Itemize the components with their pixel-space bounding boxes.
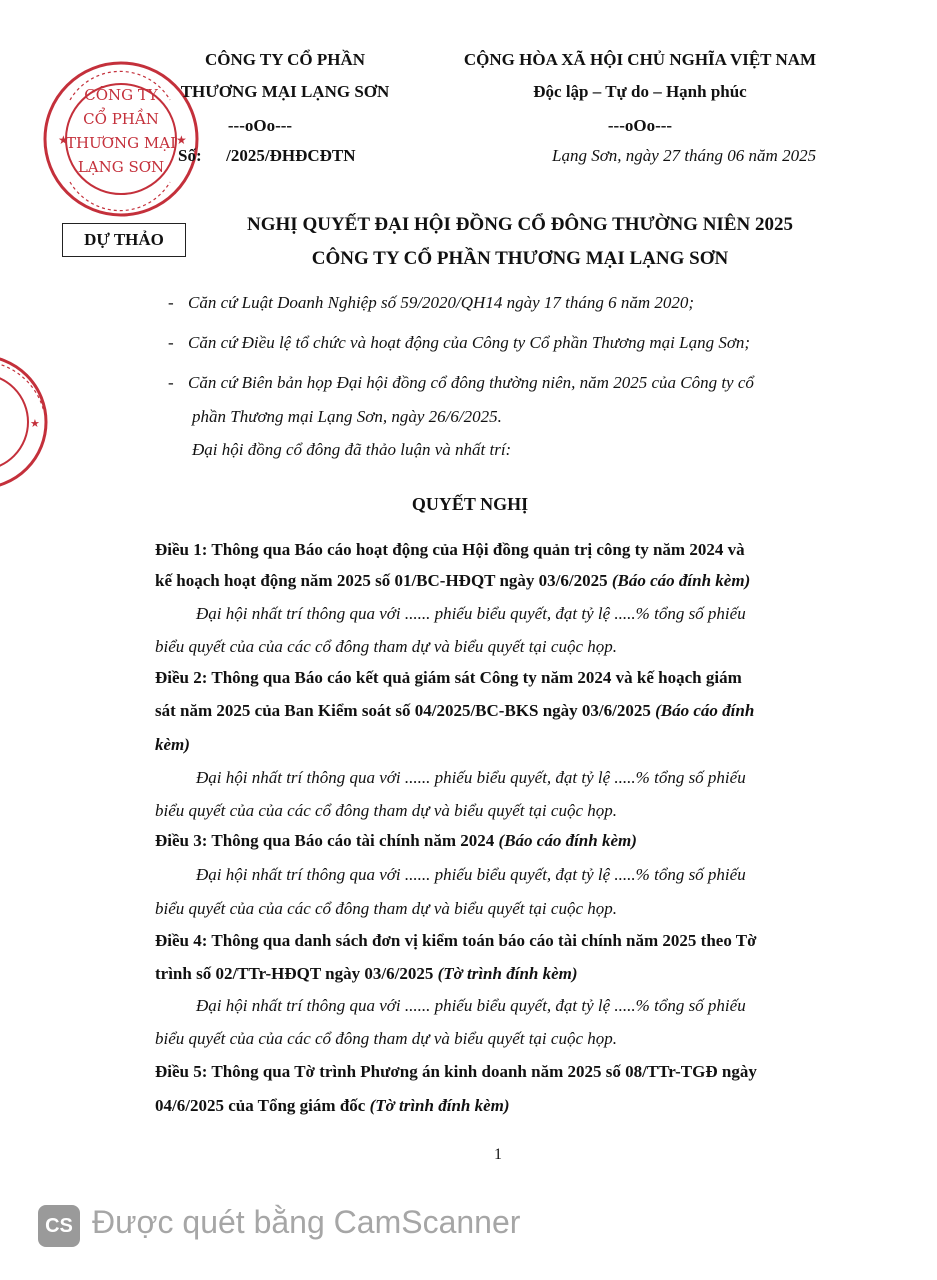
seal-star-icon: ★ [58, 133, 69, 147]
article-5-line-2: 04/6/2025 của Tổng giám đốc (Tờ trình đính kèm) [155, 1096, 510, 1115]
article-4-vote-line-2: biểu quyết của của các cổ đông tham dự và biểu quyết tại cuộc họp. [155, 1029, 617, 1048]
seal-fragment [0, 352, 50, 492]
resolution-title-line-2: CÔNG TY CỔ PHẦN THƯƠNG MẠI LẠNG SƠN [311, 248, 729, 269]
article-3-vote-line-2: biểu quyết của của các cổ đông tham dự và biểu quyết tại cuộc họp. [155, 899, 617, 918]
resolution-heading: QUYẾT NGHỊ [411, 494, 529, 514]
scanner-watermark: Được quét bằng CamScanner [92, 1204, 521, 1240]
document-number [178, 146, 356, 166]
article-3-vote-line-1: Đại hội nhất trí thông qua với ...... phiếu biểu quyết, đạt tỷ lệ .....% tổng số phiếu [196, 865, 746, 884]
article-2-vote-line-1: Đại hội nhất trí thông qua với ...... phiếu biểu quyết, đạt tỷ lệ .....% tổng số phiếu [196, 768, 746, 787]
article-3-line-1: Điều 3: Thông qua Báo cáo tài chính năm 2024 (Báo cáo đính kèm) [155, 831, 637, 850]
place-date: Lạng Sơn, ngày 27 tháng 06 năm 2025 [552, 146, 817, 165]
article-1-line-1: Điều 1: Thông qua Báo cáo hoạt động của Hội đồng quản trị công ty năm 2024 và [155, 540, 745, 559]
legal-basis-3: - Căn cứ Biên bản họp Đại hội đồng cổ đông thường niên, năm 2025 của Công ty cổ [168, 373, 754, 392]
agreement-statement: Đại hội đồng cổ đông đã thảo luận và nhất trí: [192, 440, 512, 459]
article-1-vote-line-2: biểu quyết của của các cổ đông tham dự và biểu quyết tại cuộc họp. [155, 637, 617, 656]
article-4-line-2: trình số 02/TTr-HĐQT ngày 03/6/2025 (Tờ trình đính kèm) [155, 964, 578, 983]
legal-basis-1: - Căn cứ Luật Doanh Nghiệp số 59/2020/QH14 ngày 17 tháng 6 năm 2020; [168, 293, 695, 312]
article-1-line-2: kế hoạch hoạt động năm 2025 số 01/BC-HĐQT ngày 03/6/2025 (Báo cáo đính kèm) [155, 571, 751, 590]
seal-star-icon: ★ [176, 133, 187, 147]
article-4-vote-line-1: Đại hội nhất trí thông qua với ...... phiếu biểu quyết, đạt tỷ lệ .....% tổng số phiếu [196, 996, 746, 1015]
legal-basis-2: - Căn cứ Điều lệ tổ chức và hoạt động của Công ty Cổ phần Thương mại Lạng Sơn; [168, 333, 751, 352]
document-number-value: /2025/ĐHĐCĐTN [226, 146, 356, 165]
company-name-line-1: CÔNG TY CỔ PHẦN [204, 50, 366, 69]
company-name-line-2: THƯƠNG MẠI LẠNG SƠN [180, 82, 390, 101]
document-number-prefix: Số: [178, 146, 202, 165]
draft-badge: DỰ THẢO [62, 223, 186, 257]
article-5-line-1: Điều 5: Thông qua Tờ trình Phương án kinh doanh năm 2025 số 08/TTr-TGĐ ngày [155, 1062, 757, 1081]
seal-line-1: CÔNG TY [84, 86, 158, 104]
article-4-line-1: Điều 4: Thông qua danh sách đơn vị kiểm toán báo cáo tài chính năm 2025 theo Tờ [155, 931, 757, 950]
nation-title: CỘNG HÒA XÃ HỘI CHỦ NGHĨA VIỆT NAM [463, 50, 817, 69]
article-1-vote-line-1: Đại hội nhất trí thông qua với ...... phiếu biểu quyết, đạt tỷ lệ .....% tổng số phiếu [196, 604, 746, 623]
resolution-title-line-1: NGHỊ QUYẾT ĐẠI HỘI ĐỒNG CỔ ĐÔNG THƯỜNG NIÊN 2025 [247, 214, 793, 235]
page-number: 1 [494, 1146, 502, 1163]
camscanner-logo-icon: CS [38, 1205, 80, 1247]
nation-motto: Độc lập – Tự do – Hạnh phúc [533, 82, 747, 101]
header-left-separator: ---oOo--- [227, 116, 293, 135]
article-2-line-1: Điều 2: Thông qua Báo cáo kết quả giám sát Công ty năm 2024 và kế hoạch giám [155, 668, 742, 687]
seal-line-2: CỔ PHẦN [83, 110, 159, 128]
article-2-line-2: sát năm 2025 của Ban Kiểm soát số 04/2025/BC-BKS ngày 03/6/2025 (Báo cáo đính [155, 701, 755, 720]
seal-line-4: LẠNG SƠN [77, 158, 165, 176]
seal-star-icon: ★ [30, 417, 40, 430]
article-2-line-3: kèm) [155, 735, 190, 754]
article-2-vote-line-2: biểu quyết của của các cổ đông tham dự và biểu quyết tại cuộc họp. [155, 801, 617, 820]
legal-basis-3-cont: phần Thương mại Lạng Sơn, ngày 26/6/2025. [192, 407, 502, 426]
seal-line-3: THƯƠNG MẠI [65, 134, 177, 152]
header-right-separator: ---oOo--- [607, 116, 673, 135]
